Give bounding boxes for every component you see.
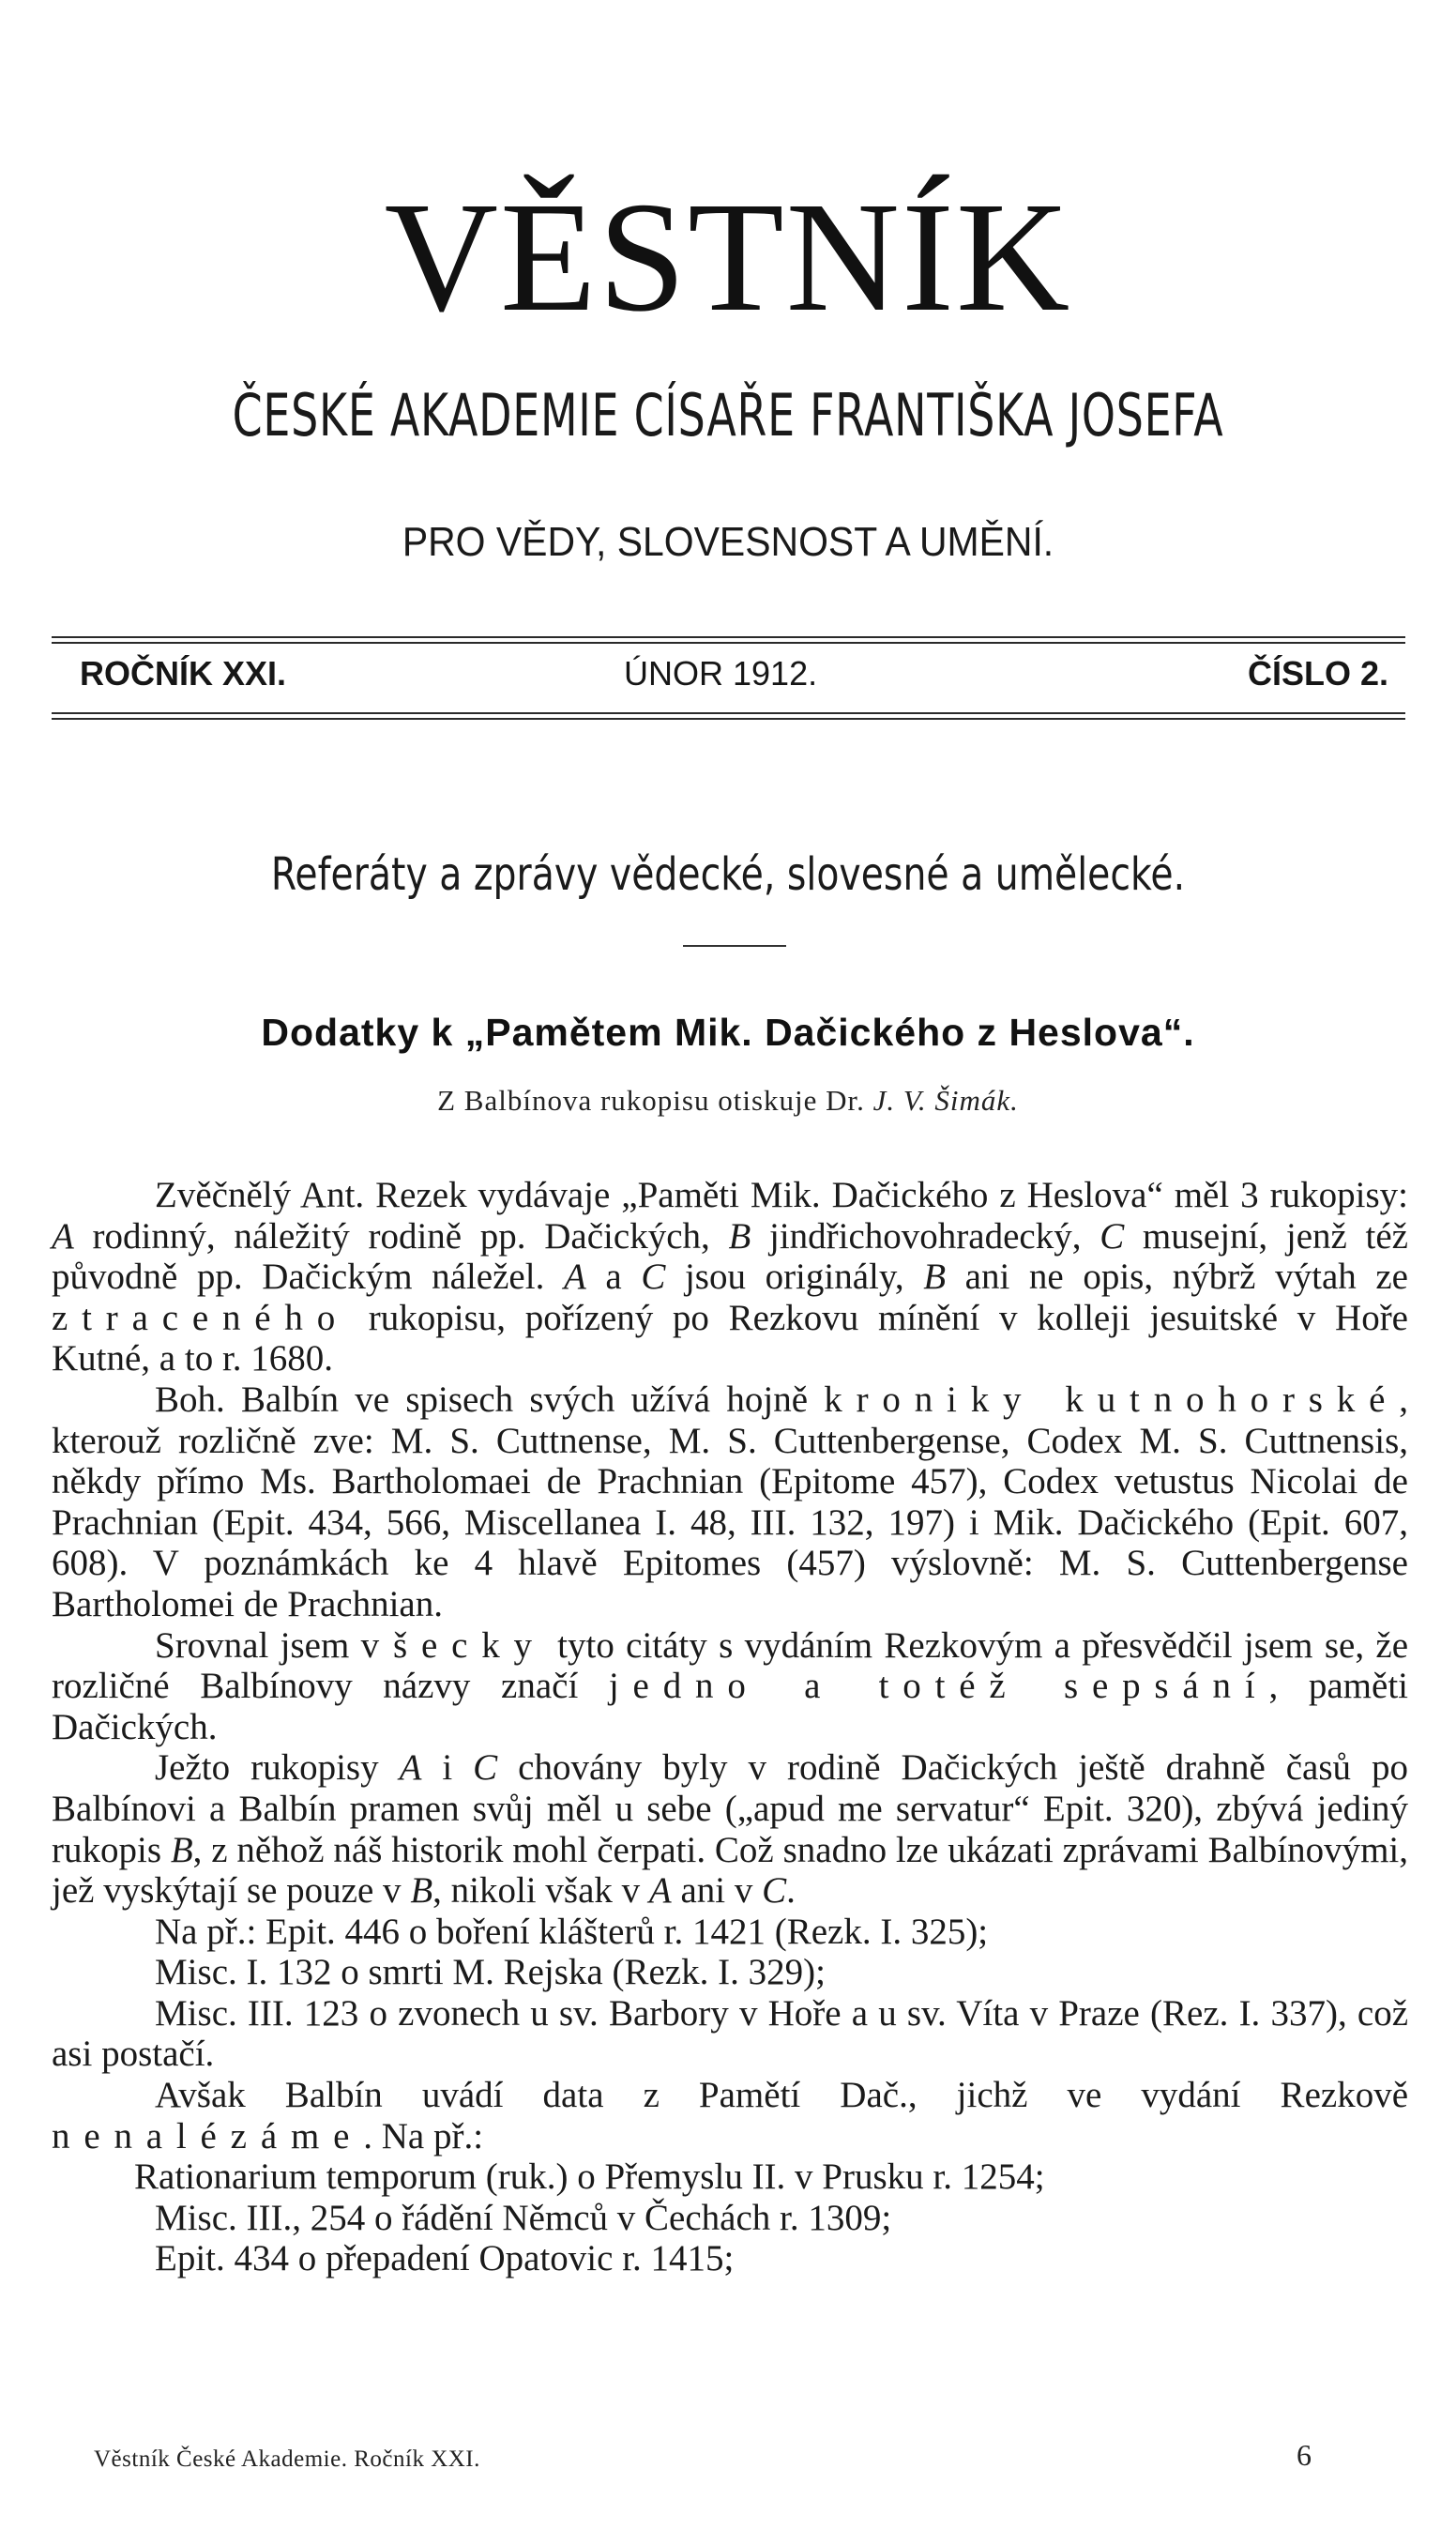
example-line: Rationarium temporum (ruk.) o Přemyslu II. v Prusku r. 1254; (134, 2156, 1045, 2198)
paragraph-5: Avšak Balbín uvádí data z Pamětí Dač., jichž ve vydání Rezkově nenalézáme. Na př.: (52, 2075, 1408, 2156)
paragraph-4: Ježto rukopisy A i C chovány byly v rodině Dačických ještě drahně časů po Balbínovi a Balbín pramen svůj měl u sebe („apud me servatur“ Epit. 320), zbývá jediný rukopis B, z něhož náš historik mohl čerpati. Což snadno lze ukázati zprávami Balbínovými, jež vyskýtají se pouze v B, nikoli však v A ani v C. (52, 1747, 1409, 1912)
signature-mark: 6 (1297, 2438, 1312, 2472)
top-double-rule-1 (52, 636, 1405, 638)
paragraph-1: Zvěčnělý Ant. Rezek vydávaje „Paměti Mik. Dačického z Heslova“ měl 3 rukopisy: A rodinný, náležitý rodině pp. Dačických, B jindřichovohradecký, C musejní, jenž též původně pp. Dačickým náležel. A a C jsou originály, B ani ne opis, nýbrž výtah ze ztraceného rukopisu, pořízený po Rezkovu mínění v kolleji jesuitské v Hoře Kutné, a to r. 1680. (52, 1175, 1408, 1379)
issue-date: ÚNOR 1912. (624, 654, 818, 693)
example-line: Misc. III., 254 o řádění Němců v Čechách r. 1309; (155, 2197, 892, 2238)
article-byline: Z Balbínova rukopisu otiskuje Dr. J. V. Šimák. (437, 1084, 1019, 1117)
section-divider (683, 945, 786, 947)
example-line: Epit. 434 o přepadení Opatovic r. 1415; (155, 2238, 735, 2279)
academy-name: ČESKÉ AKADEMIE CÍSAŘE FRANTIŠKA JOSEFA (232, 381, 1224, 450)
journal-subtitle: PRO VĚDY, SLOVESNOST A UMĚNÍ. (402, 519, 1054, 565)
volume-label: ROČNÍK XXI. (80, 654, 287, 693)
bottom-double-rule-1 (52, 712, 1405, 714)
article-title: Dodatky k „Pamětem Mik. Dačického z Heslova“. (261, 1011, 1195, 1054)
article-body (52, 1175, 1408, 2279)
top-double-rule-2 (52, 642, 1405, 644)
example-line: Misc. I. 132 o smrti M. Rejska (Rezk. I. 329); (155, 1952, 826, 1993)
issue-number: ČÍSLO 2. (1247, 654, 1388, 693)
section-heading: Referáty a zprávy vědecké, slovesné a umělecké. (270, 848, 1186, 901)
bottom-double-rule-2 (52, 718, 1405, 720)
issue-info-bar (80, 654, 1388, 701)
journal-title: VĚSTNÍK (384, 170, 1072, 344)
paragraph-2: Boh. Balbín ve spisech svých užívá hojně kroniky kutnohorské, kterouž rozličně zve: M. S. Cuttnense, M. S. Cuttenbergense, Codex M. S. Cuttnensis, někdy přímo Ms. Bartholomaei de Prachnian (Epitome 457), Codex vetustus Nicolai de Prachnian (Epit. 434, 566, Miscellanea I. 48, III. 132, 197) i Mik. Dačického (Epit. 607, 608). V poznámkách ke 4 hlavě Epitomes (457) výslovně: M. S. Cuttenbergense Bartholomei de Prachnian. (52, 1379, 1409, 1624)
paragraph-3: Srovnal jsem všecky tyto citáty s vydáním Rezkovým a přesvědčil jsem se, že rozličné Balbínovy názvy značí jedno a totéž sepsání, paměti Dačických. (52, 1624, 1409, 1747)
example-line: Na př.: Epit. 446 o boření klášterů r. 1421 (Rezk. I. 325); (155, 1911, 989, 1952)
running-footer: Věstník České Akademie. Ročník XXI. (94, 2446, 480, 2472)
author-name: J. V. Šimák. (872, 1084, 1019, 1117)
example-line: Misc. III. 123 o zvonech u sv. Barbory v Hoře a u sv. Víta v Praze (Rez. I. 337), což asi postačí. (52, 1992, 1408, 2075)
